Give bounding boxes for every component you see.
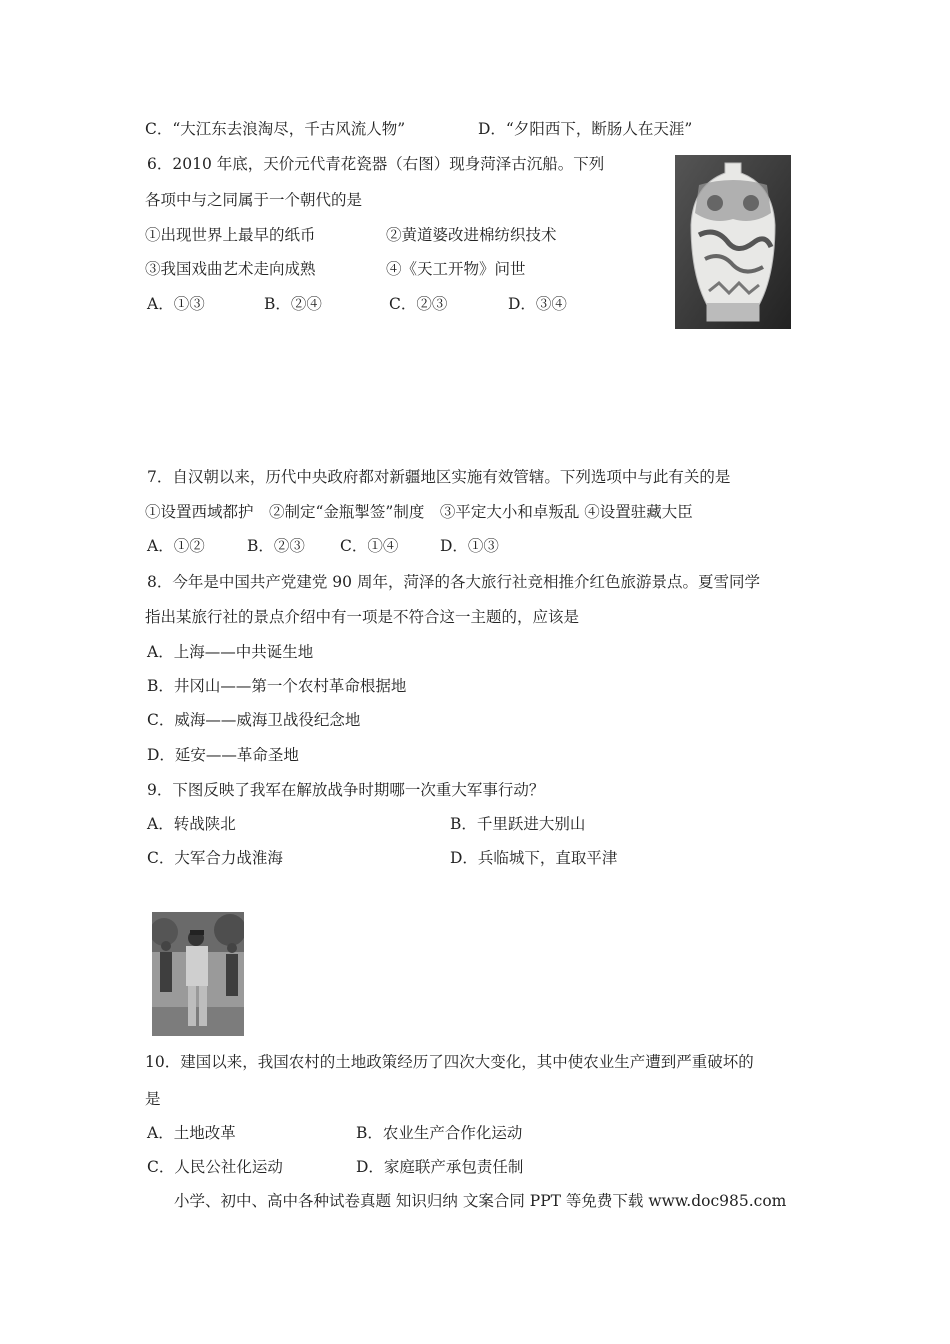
q8-option-b: B．井冈山——第一个农村革命根据地 [147,677,407,695]
page-footer: 小学、初中、高中各种试卷真题 知识归纳 文案合同 PPT 等免费下载 www.doc985.com [174,1192,787,1210]
q10-stem-line2: 是 [145,1090,161,1108]
q9-option-a: A．转战陕北 [147,815,236,833]
q10-option-c: C．人民公社化运动 [147,1158,283,1176]
q6-stem-line1: 6．2010 年底，天价元代青花瓷器（右图）现身菏泽古沉船。下列 [147,155,605,173]
q10-option-a: A．土地改革 [147,1124,236,1142]
q8-stem-line1: 8．今年是中国共产党建党 90 周年，菏泽的各大旅行社竞相推介红色旅游景点。夏雪同学 [147,573,760,591]
blue-white-vase-image [675,155,791,329]
q9-stem: 9．下图反映了我军在解放战争时期哪一次重大军事行动？ [147,781,545,799]
q8-option-a: A．上海——中共诞生地 [147,643,314,661]
q6-item-2: ②黄道婆改进棉纺织技术 [386,226,557,244]
soldiers-photo-image [152,912,244,1036]
q6-item-3: ③我国戏曲艺术走向成熟 [145,260,316,278]
q5-option-d: D．“夕阳西下，断肠人在天涯” [478,120,693,138]
q6-option-d: D．③④ [508,295,567,313]
q7-stem: 7．自汉朝以来，历代中央政府都对新疆地区实施有效管辖。下列选项中与此有关的是 [147,468,731,486]
q8-stem-line2: 指出某旅行社的景点介绍中有一项是不符合这一主题的，应该是 [145,608,580,626]
q7-items: ①设置西域都护 ②制定“金瓶掣签”制度 ③平定大小和卓叛乱 ④设置驻藏大臣 [145,503,693,521]
q9-option-d: D．兵临城下，直取平津 [450,849,618,867]
q7-option-b: B．②③ [247,537,305,555]
q6-item-1: ①出现世界上最早的纸币 [145,226,316,244]
q9-option-c: C．大军合力战淮海 [147,849,283,867]
q10-stem-line1: 10．建国以来，我国农村的土地政策经历了四次大变化，其中使农业生产遭到严重破坏的 [145,1053,754,1071]
q6-option-a: A．①③ [147,295,205,313]
q7-option-c: C．①④ [340,537,399,555]
q8-option-d: D．延安——革命圣地 [147,746,299,764]
q6-option-b: B．②④ [264,295,322,313]
q7-option-a: A．①② [147,537,205,555]
q9-option-b: B．千里跃进大别山 [450,815,586,833]
q10-option-b: B．农业生产合作化运动 [356,1124,523,1142]
q5-option-c: C．“大江东去浪淘尽，千古风流人物” [145,120,406,138]
q7-option-d: D．①③ [440,537,499,555]
q6-item-4: ④《天工开物》问世 [386,260,526,278]
q6-option-c: C．②③ [389,295,448,313]
q8-option-c: C．威海——威海卫战役纪念地 [147,711,361,729]
q10-option-d: D．家庭联产承包责任制 [356,1158,524,1176]
q6-stem-line2: 各项中与之同属于一个朝代的是 [145,191,363,209]
